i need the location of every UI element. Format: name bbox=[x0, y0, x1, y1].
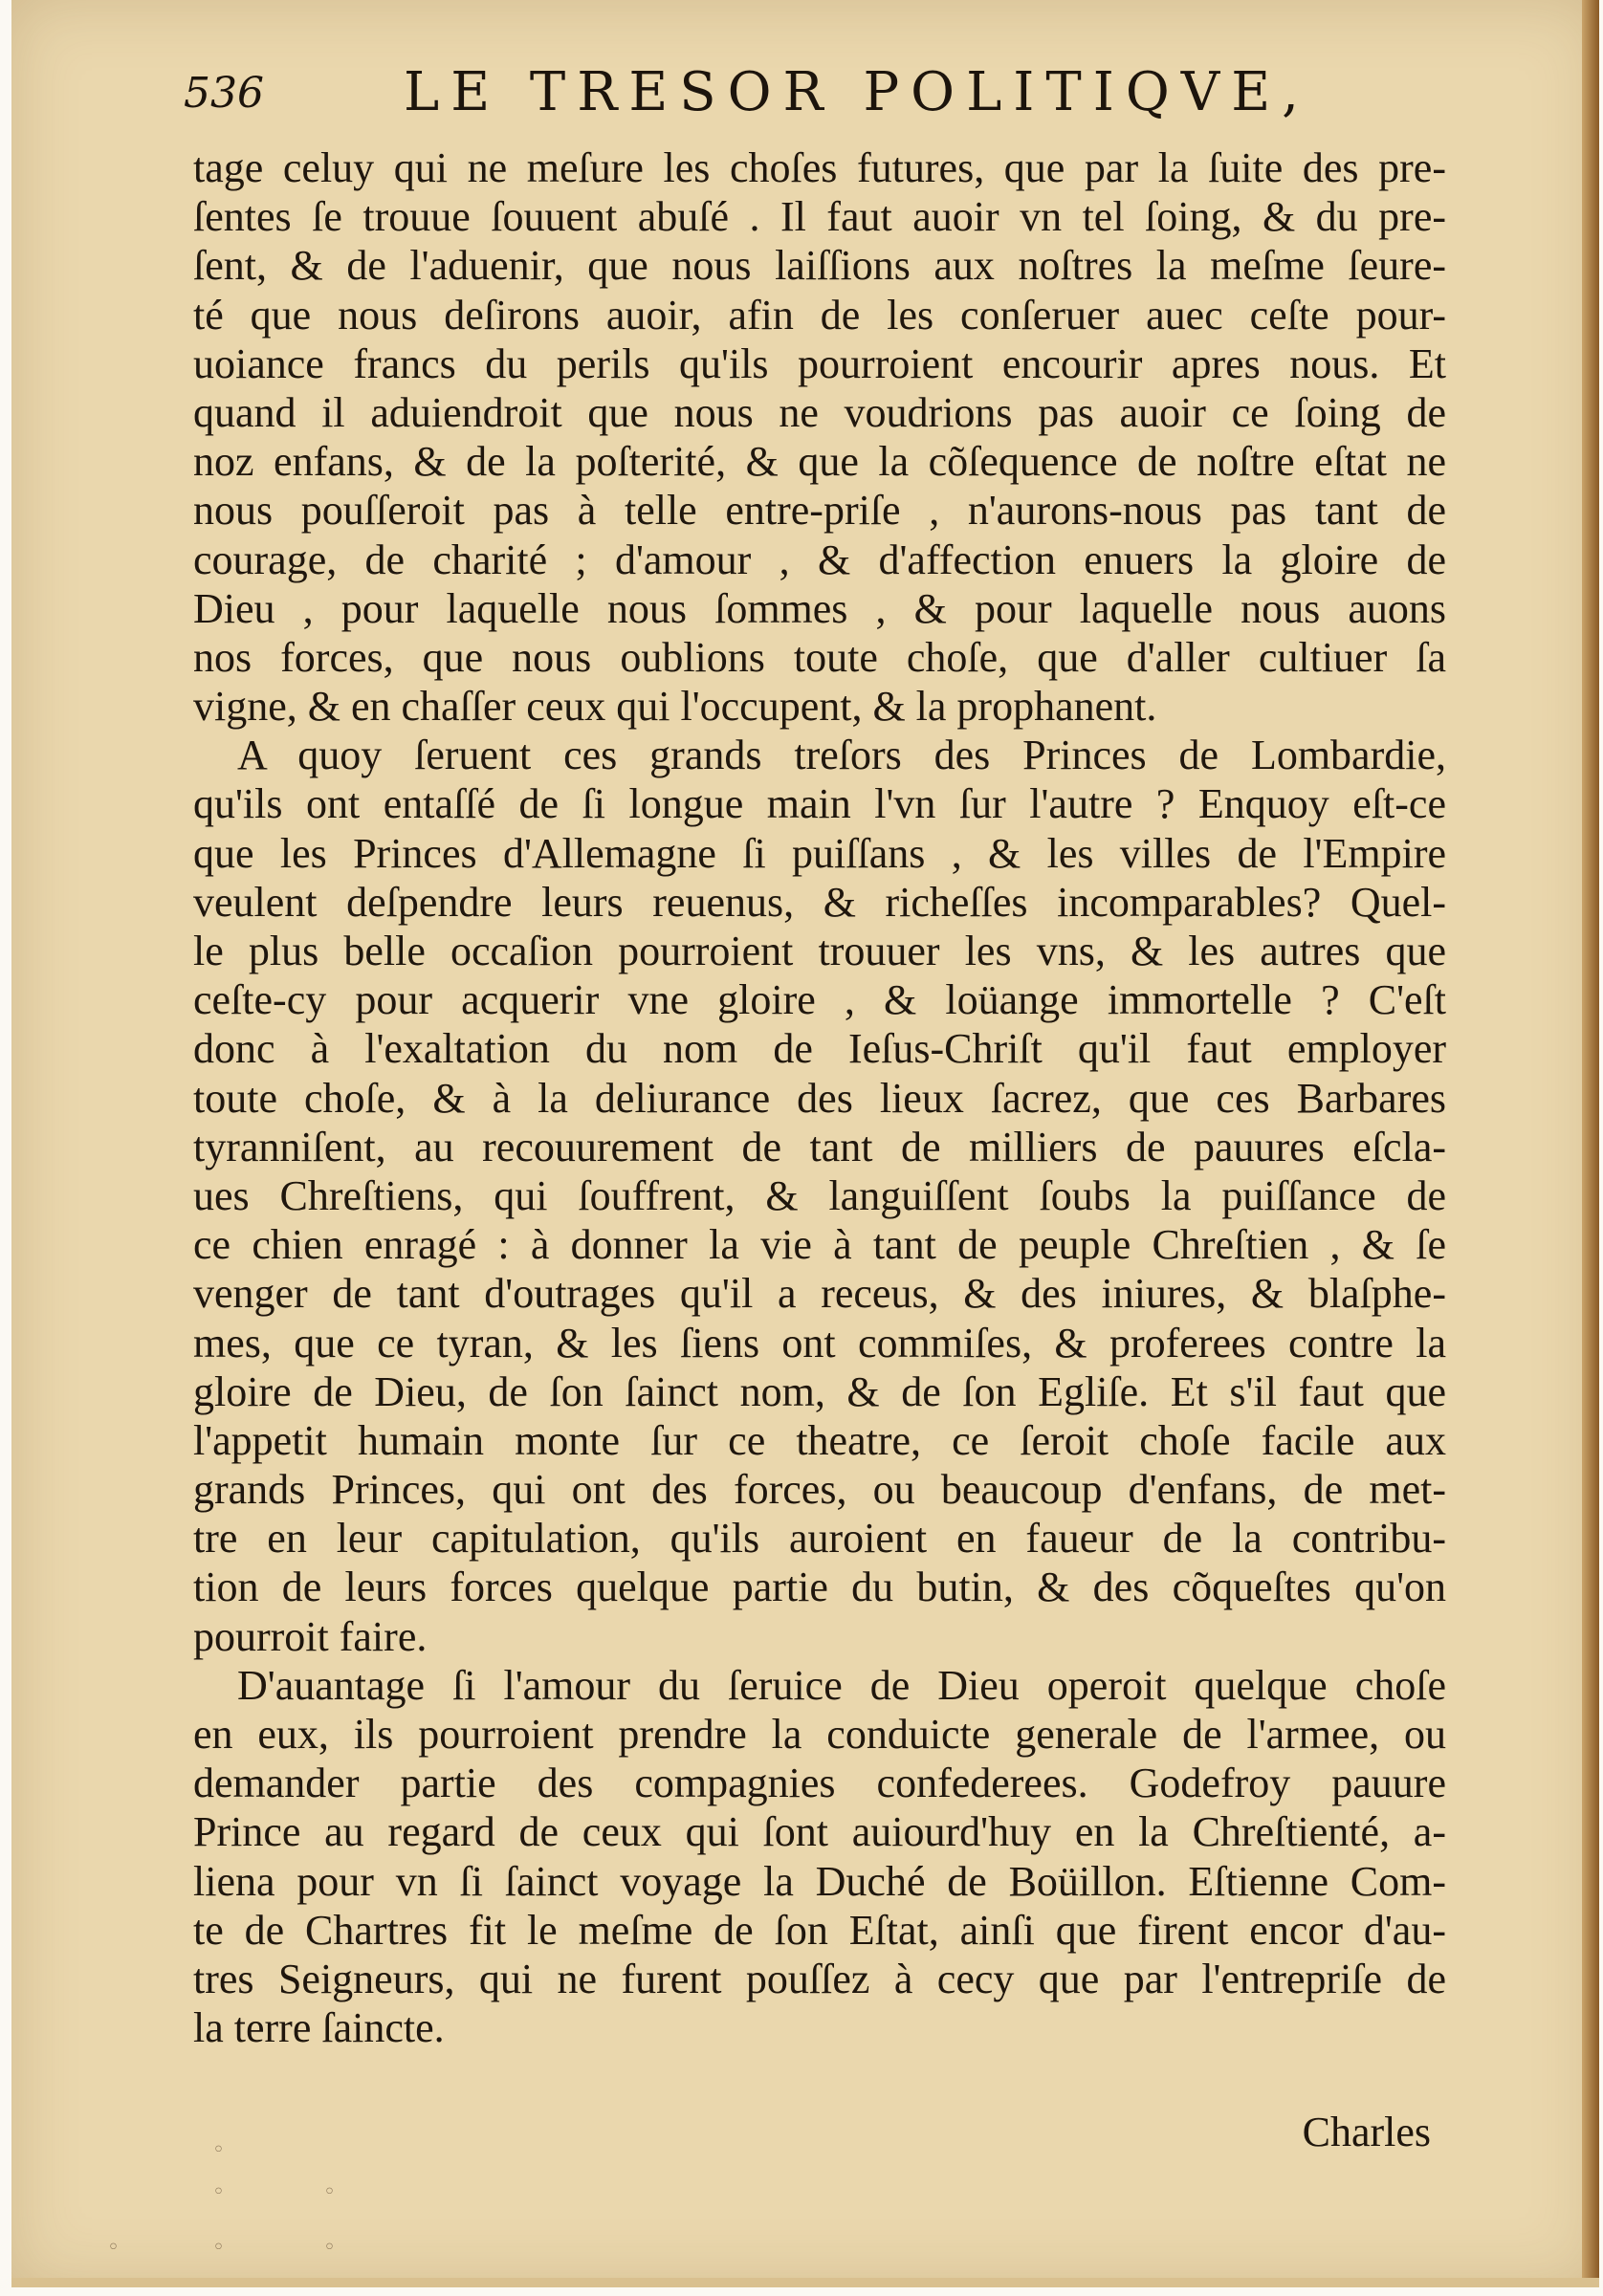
paragraph-first-line: A quoy ſeruent ces grands treſors des Princes de Lombardie, bbox=[237, 732, 1446, 779]
bleed-mark: ◦ bbox=[323, 2236, 336, 2260]
text-line: veulent deſpendre leurs reuenus, & richeſſes incomparables? Quel- bbox=[193, 878, 1446, 926]
catchword: Charles bbox=[1302, 2109, 1431, 2155]
text-line: quand il aduiendroit que nous ne voudrions pas auoir ce ſoing de bbox=[193, 388, 1446, 436]
text-line: la terre ſaincte. bbox=[193, 2004, 445, 2052]
text-line: nos forces, que nous oublions toute choſe, que d'aller cultiuer ſa bbox=[193, 633, 1446, 681]
text-line: en eux, ils pourroient prendre la conduicte generale de l'armee, ou bbox=[193, 1711, 1446, 1758]
page-number: 536 bbox=[184, 69, 264, 118]
text-line: que les Princes d'Allemagne ſi puiſſans , & les villes de l'Empire bbox=[193, 829, 1446, 877]
text-line: Dieu , pour laquelle nous ſommes , & pour laquelle nous auons bbox=[193, 584, 1446, 632]
text-line: tage celuy qui ne meſure les choſes futures, que par la ſuite des pre- bbox=[193, 144, 1446, 191]
running-head: LE TRESOR POLITIQVE, bbox=[404, 61, 1310, 123]
text-line: mes, que ce tyran, & les ſiens ont commiſes, & proferees contre la bbox=[193, 1319, 1446, 1367]
bleed-mark: ◦ bbox=[212, 2180, 225, 2204]
paragraph-first-line: D'auantage ſi l'amour du ſeruice de Dieu operoit quelque choſe bbox=[237, 1661, 1446, 1709]
text-line: demander partie des compagnies confederees. Godefroy pauure bbox=[193, 1760, 1446, 1807]
bleed-mark: ◦ bbox=[107, 2236, 120, 2260]
book-page bbox=[11, 0, 1599, 2287]
text-line: grands Princes, qui ont des forces, ou beaucoup d'enfans, de met- bbox=[193, 1466, 1446, 1514]
text-line: ſent, & de l'aduenir, que nous laiſſions aux noſtres la meſme ſeure- bbox=[193, 242, 1446, 290]
bleed-mark: ◦ bbox=[212, 2138, 225, 2162]
text-line: ce chien enragé : à donner la vie à tant de peuple Chreſtien , & ſe bbox=[193, 1221, 1446, 1269]
text-line: courage, de charité ; d'amour , & d'affection enuers la gloire de bbox=[193, 536, 1446, 583]
text-line: le plus belle occaſion pourroient trouuer les vns, & les autres que bbox=[193, 928, 1446, 974]
text-line: toute choſe, & à la deliurance des lieux ſacrez, que ces Barbares bbox=[193, 1074, 1446, 1122]
text-line: tres Seigneurs, qui ne furent pouſſez à cecy que par l'entrepriſe de bbox=[193, 1955, 1446, 2002]
text-line: qu'ils ont entaſſé de ſi longue main l'vn ſur l'autre ? Enquoy eſt-ce bbox=[193, 780, 1446, 828]
text-line: ues Chreſtiens, qui ſouffrent, & languiſſent ſoubs la puiſſance de bbox=[193, 1171, 1446, 1219]
text-line: donc à l'exaltation du nom de Ieſus-Chriſt qu'il faut employer bbox=[193, 1025, 1446, 1073]
page-bottom-edge bbox=[11, 2278, 1599, 2287]
text-line: noz enfans, & de la poſterité, & que la cõſequence de noſtre eſtat ne bbox=[193, 438, 1446, 486]
page-edge-shadow bbox=[1582, 0, 1599, 2287]
text-line: l'appetit humain monte ſur ce theatre, ce ſeroit choſe facile aux bbox=[193, 1416, 1446, 1464]
page-header bbox=[184, 61, 1446, 130]
text-line: té que nous deſirons auoir, afin de les conſeruer auec ceſte pour- bbox=[193, 291, 1446, 339]
text-line: liena pour vn ſi ſainct voyage la Duché de Boüillon. Eſtienne Com- bbox=[193, 1857, 1446, 1905]
text-line: pourroit faire. bbox=[193, 1612, 428, 1660]
bleed-mark: ◦ bbox=[323, 2180, 336, 2204]
text-line: te de Chartres fit le meſme de ſon Eſtat, ainſi que firent encor d'au- bbox=[193, 1906, 1446, 1954]
text-line: nous pouſſeroit pas à telle entre-priſe , n'aurons-nous pas tant de bbox=[193, 487, 1446, 535]
text-line: vigne, & en chaſſer ceux qui l'occupent, & la prophanent. bbox=[193, 683, 1157, 731]
text-line: ceſte-cy pour acquerir vne gloire , & loüange immortelle ? C'eſt bbox=[193, 976, 1446, 1024]
bleed-mark: ◦ bbox=[212, 2236, 225, 2260]
text-line: tyranniſent, au recouurement de tant de milliers de pauures eſcla- bbox=[193, 1123, 1446, 1170]
text-line: gloire de Dieu, de ſon ſainct nom, & de ſon Egliſe. Et s'il faut que bbox=[193, 1367, 1446, 1415]
text-line: tre en leur capitulation, qu'ils auroient en faueur de la contribu- bbox=[193, 1515, 1446, 1563]
body-text bbox=[193, 143, 1446, 2052]
text-line: uoiance francs du perils qu'ils pourroient encourir apres nous. Et bbox=[193, 339, 1446, 387]
text-line: venger de tant d'outrages qu'il a receus, & des iniures, & blaſphe- bbox=[193, 1270, 1446, 1318]
text-line: Prince au regard de ceux qui ſont auiourd'huy en la Chreſtienté, a- bbox=[193, 1808, 1446, 1856]
text-line: tion de leurs forces quelque partie du butin, & des cõqueſtes qu'on bbox=[193, 1563, 1446, 1611]
text-line: ſentes ſe trouue ſouuent abuſé . Il faut auoir vn tel ſoing, & du pre- bbox=[193, 193, 1446, 241]
